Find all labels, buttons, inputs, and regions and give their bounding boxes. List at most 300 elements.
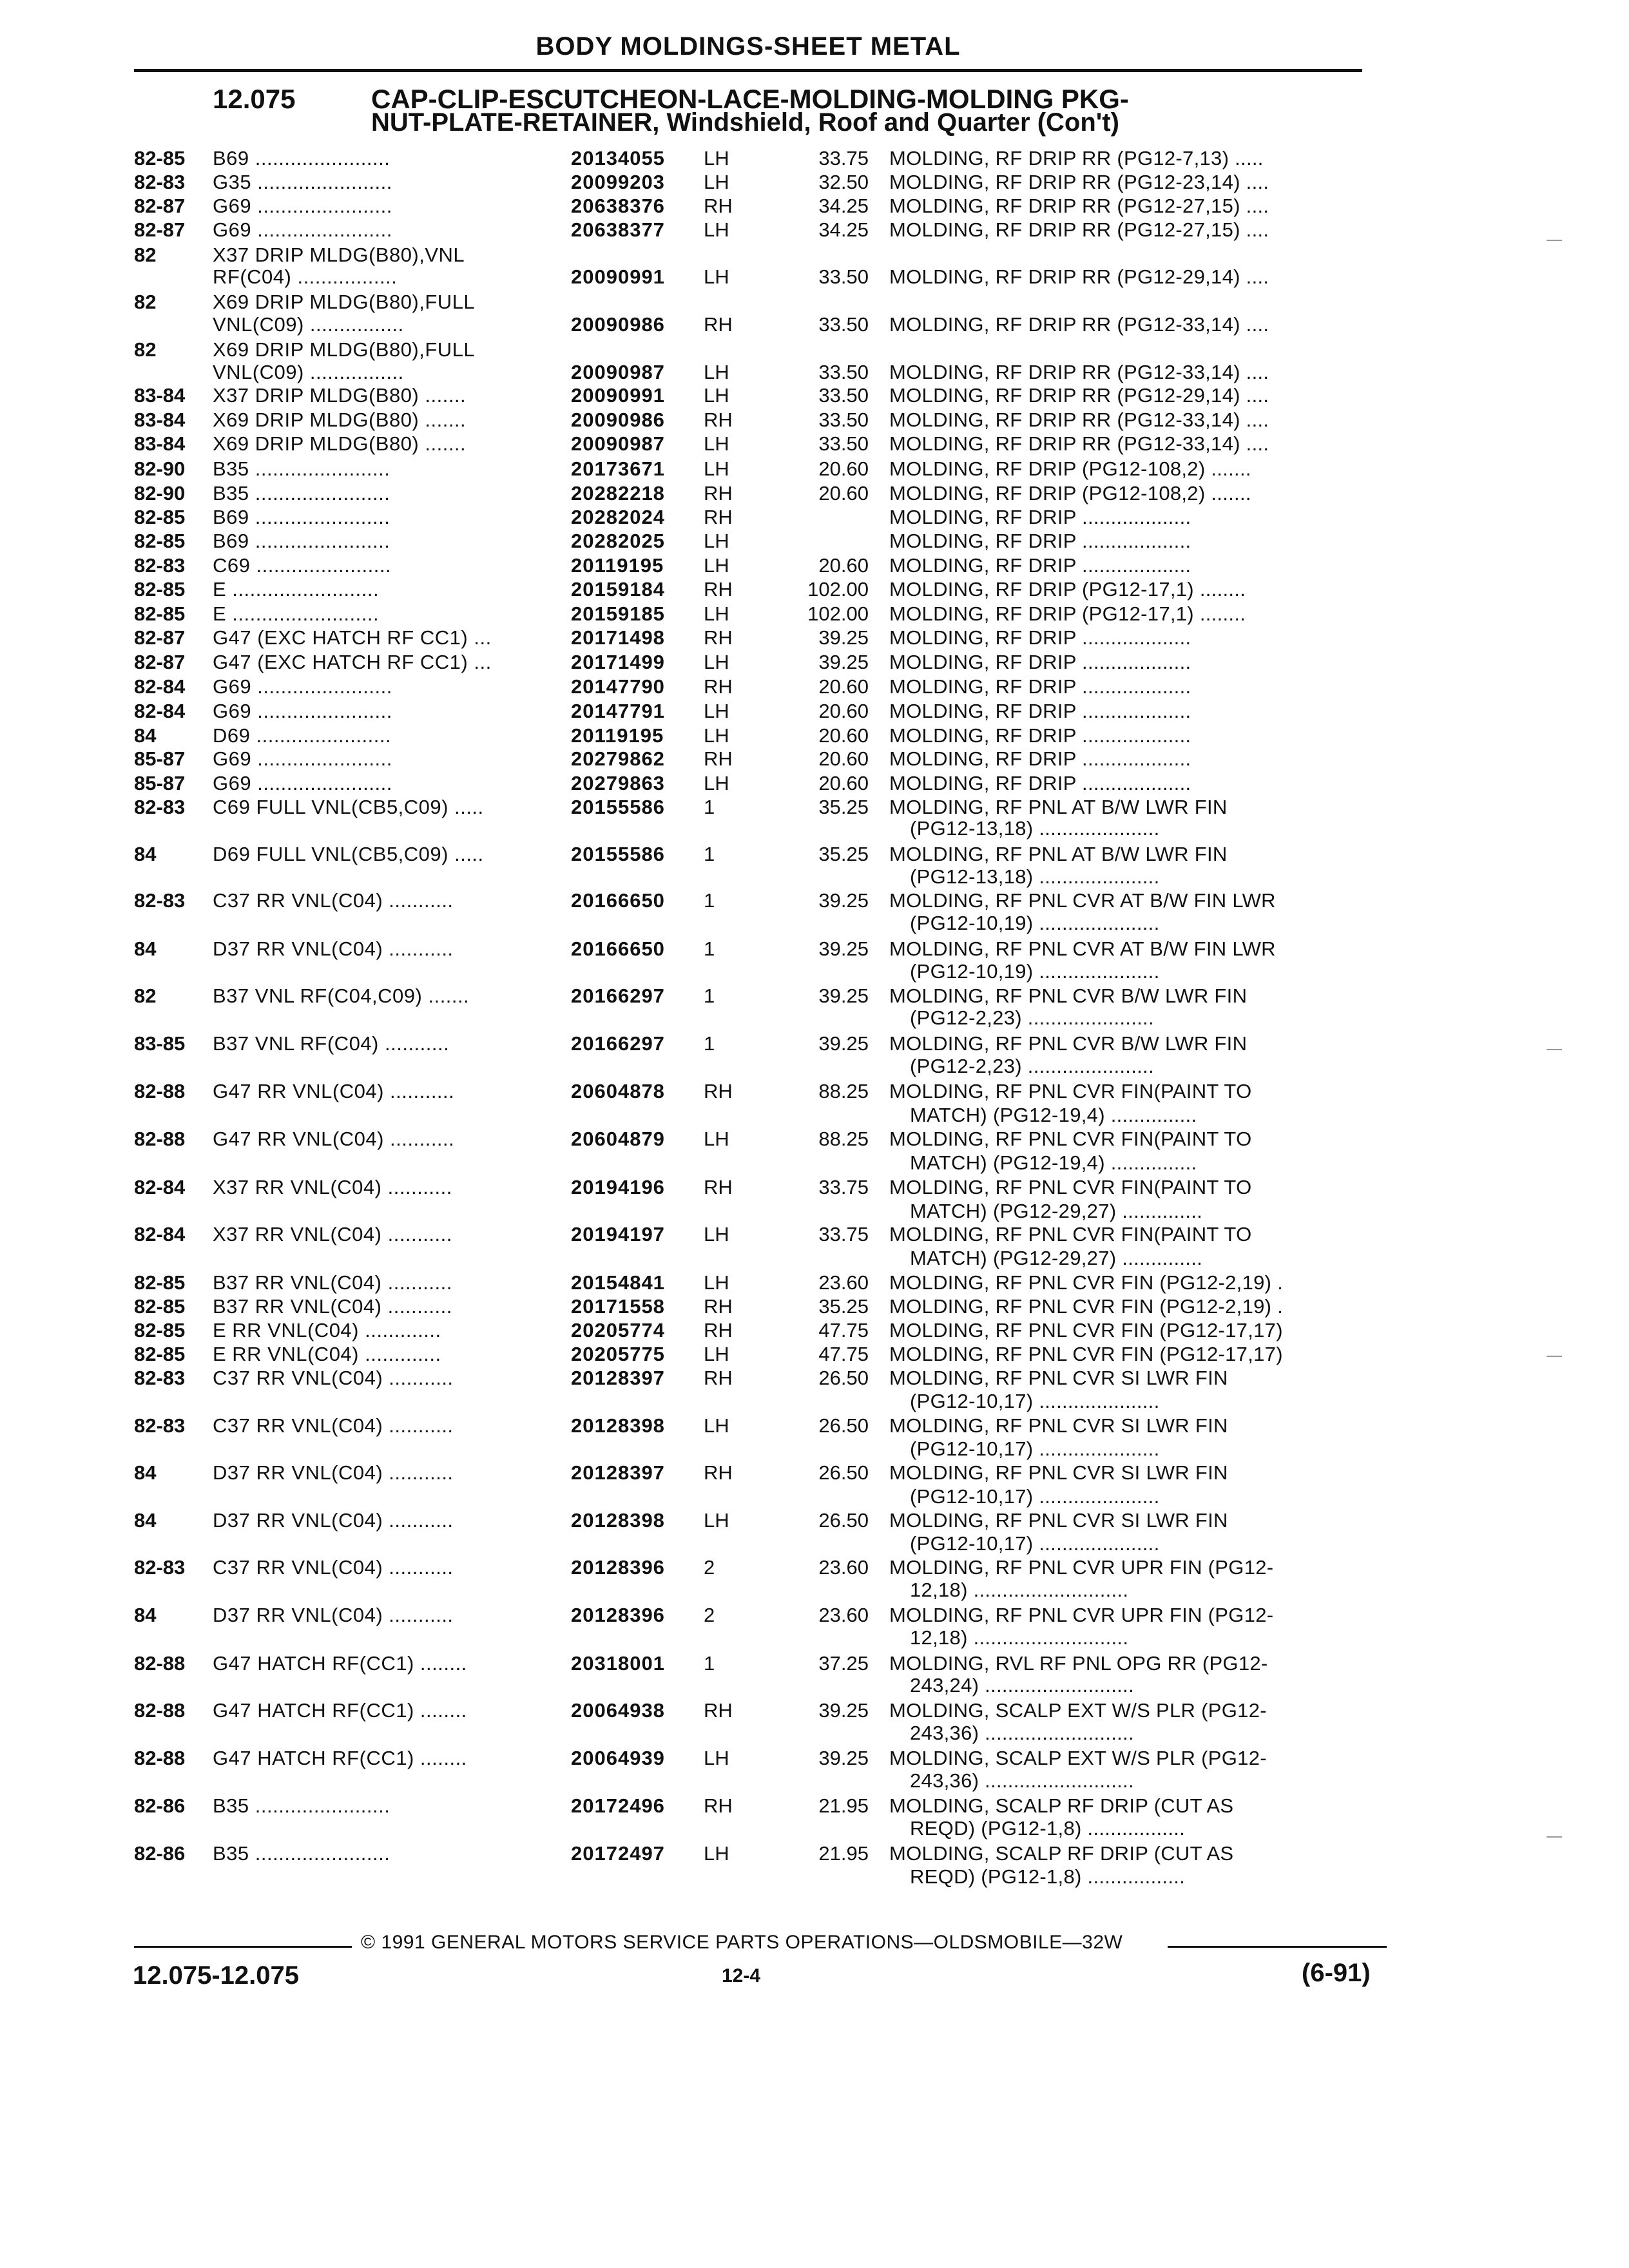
part-name-cell: 243,24) .......................... (910, 1674, 1134, 1696)
price-cell: 20.60 (818, 675, 869, 698)
side-cell: 1 (704, 937, 715, 960)
side-cell: RH (704, 482, 733, 505)
part-name-cell: MOLDING, RF PNL CVR UPR FIN (PG12- (889, 1556, 1274, 1579)
year-cell: 84 (134, 1604, 157, 1626)
price-cell: 33.50 (818, 265, 869, 288)
description-cell: B35 ....................... (213, 457, 390, 480)
description-cell: E RR VNL(C04) ............. (213, 1319, 441, 1341)
description-cell: B35 ....................... (213, 1842, 390, 1865)
part-number-cell: 20099203 (571, 171, 665, 193)
part-number-cell: 20128397 (571, 1461, 665, 1484)
price-cell: 23.60 (818, 1271, 869, 1294)
part-number-cell: 20090991 (571, 384, 665, 407)
part-name-cell: 243,36) .......................... (910, 1722, 1134, 1744)
side-cell: LH (704, 1343, 729, 1365)
part-name-cell: MOLDING, RF DRIP RR (PG12-23,14) .... (889, 171, 1269, 193)
part-number-cell: 20090987 (571, 361, 665, 383)
part-name-cell: MOLDING, RF DRIP ................... (889, 772, 1191, 794)
description-cell: C69 FULL VNL(CB5,C09) ..... (213, 796, 484, 818)
section-title-line-1: CAP-CLIP-ESCUTCHEON-LACE-MOLDING-MOLDING PKG- (371, 84, 1129, 114)
description-cell: VNL(C09) ................ (213, 361, 404, 383)
description-cell: B69 ....................... (213, 506, 390, 528)
part-number-cell: 20282025 (571, 530, 665, 552)
description-cell: X37 RR VNL(C04) ........... (213, 1223, 452, 1245)
side-cell: 1 (704, 1032, 715, 1055)
year-cell: 82-87 (134, 651, 186, 673)
price-cell: 102.00 (807, 578, 869, 601)
year-cell: 82 (134, 291, 157, 313)
part-number-cell: 20604878 (571, 1080, 665, 1102)
description-cell: E ......................... (213, 602, 380, 625)
price-cell: 32.50 (818, 171, 869, 193)
year-cell: 82-88 (134, 1128, 186, 1150)
part-name-cell: MOLDING, RF DRIP RR (PG12-7,13) ..... (889, 147, 1264, 169)
year-cell: 82 (134, 244, 157, 266)
year-cell: 84 (134, 1461, 157, 1484)
footer-rule-left (134, 1946, 352, 1948)
year-cell: 82 (134, 338, 157, 361)
description-cell: G47 (EXC HATCH RF CC1) ... (213, 626, 492, 649)
price-cell: 39.25 (818, 1699, 869, 1722)
part-number-cell: 20128398 (571, 1509, 665, 1532)
side-cell: LH (704, 218, 729, 241)
description-cell: C69 ....................... (213, 554, 392, 577)
part-name-cell: MOLDING, RF DRIP (PG12-108,2) ....... (889, 482, 1251, 505)
year-cell: 82-87 (134, 218, 186, 241)
description-cell: B37 RR VNL(C04) ........... (213, 1295, 452, 1318)
part-name-cell: (PG12-2,23) ...................... (910, 1055, 1154, 1077)
price-cell: 39.25 (818, 1032, 869, 1055)
price-cell: 23.60 (818, 1556, 869, 1579)
side-cell: LH (704, 384, 729, 407)
side-cell: RH (704, 1295, 733, 1318)
part-name-cell: MOLDING, RF DRIP ................... (889, 675, 1191, 698)
side-cell: LH (704, 554, 729, 577)
description-cell: B69 ....................... (213, 147, 390, 169)
year-cell: 82-90 (134, 457, 186, 480)
side-cell: 1 (704, 843, 715, 865)
description-cell: X69 DRIP MLDG(B80),FULL (213, 291, 476, 313)
part-number-cell: 20090991 (571, 265, 665, 288)
part-number-cell: 20604879 (571, 1128, 665, 1150)
part-number-cell: 20128398 (571, 1414, 665, 1437)
side-cell: LH (704, 361, 729, 383)
part-name-cell: (PG12-10,17) ..................... (910, 1390, 1160, 1412)
part-number-cell: 20166297 (571, 985, 665, 1007)
year-cell: 82-87 (134, 626, 186, 649)
part-name-cell: MOLDING, RF PNL CVR FIN (PG12-17,17) (889, 1319, 1283, 1341)
side-cell: LH (704, 724, 729, 747)
year-cell: 82-85 (134, 147, 186, 169)
year-cell: 82-90 (134, 482, 186, 505)
description-cell: G69 ....................... (213, 700, 392, 722)
side-cell: LH (704, 700, 729, 722)
description-cell: G69 ....................... (213, 195, 392, 217)
price-cell: 39.25 (818, 651, 869, 673)
part-name-cell: MOLDING, RF PNL CVR FIN(PAINT TO (889, 1080, 1252, 1102)
part-name-cell: MOLDING, RF DRIP ................... (889, 626, 1191, 649)
side-cell: LH (704, 1509, 729, 1532)
description-cell: C37 RR VNL(C04) ........... (213, 889, 454, 912)
part-name-cell: MOLDING, RF DRIP (PG12-17,1) ........ (889, 602, 1246, 625)
description-cell: RF(C04) ................. (213, 265, 398, 288)
year-cell: 82 (134, 985, 157, 1007)
price-cell: 33.50 (818, 432, 869, 455)
part-name-cell: MOLDING, RF PNL CVR SI LWR FIN (889, 1509, 1228, 1532)
part-name-cell: MOLDING, RF PNL CVR B/W LWR FIN (889, 985, 1248, 1007)
price-cell: 20.60 (818, 554, 869, 577)
margin-mark (1547, 1049, 1562, 1050)
price-cell: 20.60 (818, 724, 869, 747)
price-cell: 33.50 (818, 313, 869, 336)
side-cell: 1 (704, 889, 715, 912)
year-cell: 84 (134, 724, 157, 747)
side-cell: LH (704, 1747, 729, 1769)
description-cell: G47 RR VNL(C04) ........... (213, 1080, 455, 1102)
description-cell: B35 ....................... (213, 482, 390, 505)
year-cell: 85-87 (134, 772, 186, 794)
part-number-cell: 20134055 (571, 147, 665, 169)
part-name-cell: MATCH) (PG12-29,27) .............. (910, 1247, 1203, 1269)
price-cell: 47.75 (818, 1343, 869, 1365)
year-cell: 82-88 (134, 1699, 186, 1722)
description-cell: B37 VNL RF(C04,C09) ....... (213, 985, 470, 1007)
part-number-cell: 20194197 (571, 1223, 665, 1245)
price-cell: 20.60 (818, 772, 869, 794)
part-name-cell: MOLDING, RF DRIP RR (PG12-33,14) .... (889, 313, 1269, 336)
price-cell: 47.75 (818, 1319, 869, 1341)
price-cell: 23.60 (818, 1604, 869, 1626)
price-cell: 33.50 (818, 361, 869, 383)
side-cell: LH (704, 147, 729, 169)
part-name-cell: MOLDING, RF PNL CVR SI LWR FIN (889, 1461, 1228, 1484)
year-cell: 82-83 (134, 1556, 186, 1579)
description-cell: D69 ....................... (213, 724, 392, 747)
part-name-cell: MOLDING, RF PNL CVR SI LWR FIN (889, 1367, 1228, 1389)
page-title: BODY MOLDINGS-SHEET METAL (535, 32, 961, 61)
side-cell: 2 (704, 1556, 715, 1579)
part-name-cell: (PG12-10,19) ..................... (910, 960, 1160, 983)
part-number-cell: 20119195 (571, 554, 664, 577)
price-cell: 21.95 (818, 1842, 869, 1865)
part-name-cell: MOLDING, RF DRIP RR (PG12-27,15) .... (889, 195, 1269, 217)
revision-date: (6-91) (1302, 1959, 1371, 1987)
description-cell: X69 DRIP MLDG(B80) ....... (213, 408, 467, 431)
part-number-cell: 20318001 (571, 1652, 665, 1675)
description-cell: B37 RR VNL(C04) ........... (213, 1271, 452, 1294)
side-cell: 1 (704, 1652, 715, 1675)
part-number-cell: 20119195 (571, 724, 664, 747)
price-cell: 20.60 (818, 482, 869, 505)
section-title-line-2: NUT-PLATE-RETAINER, Windshield, Roof and Quarter (Con't) (371, 108, 1119, 137)
part-number-cell: 20172497 (571, 1842, 665, 1865)
side-cell: 2 (704, 1604, 715, 1626)
part-number-cell: 20159184 (571, 578, 665, 601)
copyright-line: © 1991 GENERAL MOTORS SERVICE PARTS OPERATIONS—OLDSMOBILE—32W (361, 1932, 1123, 1953)
price-cell: 26.50 (818, 1414, 869, 1437)
part-name-cell: MOLDING, SCALP EXT W/S PLR (PG12- (889, 1699, 1267, 1722)
price-cell: 39.25 (818, 626, 869, 649)
part-number-cell: 20090987 (571, 432, 665, 455)
part-number-cell: 20638377 (571, 218, 665, 241)
year-cell: 83-84 (134, 432, 186, 455)
part-name-cell: MATCH) (PG12-19,4) ............... (910, 1151, 1197, 1174)
description-cell: VNL(C09) ................ (213, 313, 404, 336)
description-cell: G69 ....................... (213, 772, 392, 794)
part-name-cell: MOLDING, RF PNL CVR AT B/W FIN LWR (889, 937, 1276, 960)
part-name-cell: MOLDING, SCALP RF DRIP (CUT AS (889, 1842, 1234, 1865)
price-cell: 20.60 (818, 700, 869, 722)
side-cell: 1 (704, 796, 715, 818)
year-cell: 82-83 (134, 171, 186, 193)
part-name-cell: MOLDING, RF DRIP RR (PG12-33,14) .... (889, 408, 1269, 431)
side-cell: RH (704, 578, 733, 601)
description-cell: B35 ....................... (213, 1794, 390, 1817)
price-cell: 26.50 (818, 1367, 869, 1389)
part-number-cell: 20282024 (571, 506, 665, 528)
part-number-cell: 20166650 (571, 937, 665, 960)
part-number-cell: 20128396 (571, 1604, 665, 1626)
side-cell: LH (704, 1842, 729, 1865)
side-cell: LH (704, 1271, 729, 1294)
price-cell: 33.75 (818, 1176, 869, 1198)
side-cell: RH (704, 675, 733, 698)
side-cell: RH (704, 313, 733, 336)
part-number-cell: 20171498 (571, 626, 665, 649)
year-cell: 82-84 (134, 1176, 186, 1198)
side-cell: RH (704, 747, 733, 770)
part-number-cell: 20279863 (571, 772, 665, 794)
year-cell: 85-87 (134, 747, 186, 770)
part-name-cell: REQD) (PG12-1,8) ................. (910, 1865, 1186, 1888)
description-cell: B69 ....................... (213, 530, 390, 552)
part-name-cell: MOLDING, RF PNL CVR FIN(PAINT TO (889, 1223, 1252, 1245)
year-cell: 82-86 (134, 1842, 186, 1865)
part-name-cell: MOLDING, RF PNL CVR B/W LWR FIN (889, 1032, 1248, 1055)
part-name-cell: MOLDING, RF DRIP ................... (889, 506, 1191, 528)
price-cell: 102.00 (807, 602, 869, 625)
part-name-cell: MOLDING, RF PNL CVR FIN (PG12-2,19) . (889, 1271, 1284, 1294)
price-cell: 26.50 (818, 1509, 869, 1532)
section-range-code: 12.075-12.075 (133, 1961, 300, 1990)
description-cell: X37 DRIP MLDG(B80),VNL (213, 244, 465, 266)
side-cell: LH (704, 1223, 729, 1245)
part-name-cell: (PG12-10,17) ..................... (910, 1532, 1160, 1555)
description-cell: X69 DRIP MLDG(B80) ....... (213, 432, 467, 455)
year-cell: 82-88 (134, 1652, 186, 1675)
year-cell: 82-85 (134, 578, 186, 601)
price-cell: 39.25 (818, 937, 869, 960)
price-cell: 35.25 (818, 843, 869, 865)
part-number-cell: 20147791 (571, 700, 665, 722)
side-cell: RH (704, 1461, 733, 1484)
part-name-cell: MOLDING, RF PNL CVR AT B/W FIN LWR (889, 889, 1276, 912)
side-cell: RH (704, 408, 733, 431)
year-cell: 83-84 (134, 408, 186, 431)
price-cell: 33.75 (818, 147, 869, 169)
part-name-cell: MOLDING, RF PNL AT B/W LWR FIN (889, 843, 1228, 865)
part-name-cell: MOLDING, RF DRIP (PG12-17,1) ........ (889, 578, 1246, 601)
part-number-cell: 20155586 (571, 843, 665, 865)
year-cell: 82-84 (134, 675, 186, 698)
year-cell: 82-85 (134, 506, 186, 528)
part-name-cell: (PG12-10,17) ..................... (910, 1485, 1160, 1508)
part-name-cell: MOLDING, RF PNL CVR FIN(PAINT TO (889, 1176, 1252, 1198)
year-cell: 82-86 (134, 1794, 186, 1817)
part-name-cell: MOLDING, RF DRIP ................... (889, 554, 1191, 577)
description-cell: D37 RR VNL(C04) ........... (213, 1461, 454, 1484)
side-cell: LH (704, 171, 729, 193)
description-cell: G69 ....................... (213, 747, 392, 770)
price-cell: 39.25 (818, 1747, 869, 1769)
part-name-cell: MOLDING, RF PNL AT B/W LWR FIN (889, 796, 1228, 818)
part-number-cell: 20194196 (571, 1176, 665, 1198)
description-cell: E RR VNL(C04) ............. (213, 1343, 441, 1365)
side-cell: LH (704, 265, 729, 288)
price-cell: 39.25 (818, 889, 869, 912)
footer-rule-right (1168, 1946, 1387, 1948)
part-name-cell: MOLDING, RF DRIP ................... (889, 724, 1191, 747)
description-cell: E ......................... (213, 578, 380, 601)
part-name-cell: REQD) (PG12-1,8) ................. (910, 1817, 1186, 1840)
part-number-cell: 20128397 (571, 1367, 665, 1389)
year-cell: 82-87 (134, 195, 186, 217)
part-name-cell: MOLDING, RF DRIP ................... (889, 651, 1191, 673)
description-cell: X37 DRIP MLDG(B80) ....... (213, 384, 467, 407)
part-number-cell: 20166297 (571, 1032, 665, 1055)
price-cell: 21.95 (818, 1794, 869, 1817)
year-cell: 83-84 (134, 384, 186, 407)
part-name-cell: 243,36) .......................... (910, 1769, 1134, 1792)
price-cell: 34.25 (818, 195, 869, 217)
part-name-cell: MOLDING, RF PNL CVR FIN (PG12-2,19) . (889, 1295, 1284, 1318)
part-name-cell: (PG12-10,19) ..................... (910, 912, 1160, 934)
price-cell: 33.50 (818, 384, 869, 407)
part-number-cell: 20090986 (571, 313, 665, 336)
description-cell: C37 RR VNL(C04) ........... (213, 1556, 454, 1579)
part-number-cell: 20147790 (571, 675, 665, 698)
side-cell: RH (704, 1794, 733, 1817)
description-cell: G47 RR VNL(C04) ........... (213, 1128, 455, 1150)
side-cell: 1 (704, 985, 715, 1007)
part-name-cell: MOLDING, RF PNL CVR UPR FIN (PG12- (889, 1604, 1274, 1626)
side-cell: LH (704, 1414, 729, 1437)
year-cell: 84 (134, 1509, 157, 1532)
part-name-cell: MATCH) (PG12-19,4) ............... (910, 1104, 1197, 1126)
side-cell: LH (704, 651, 729, 673)
description-cell: G47 HATCH RF(CC1) ........ (213, 1652, 467, 1675)
price-cell: 33.75 (818, 1223, 869, 1245)
side-cell: LH (704, 432, 729, 455)
year-cell: 82-85 (134, 602, 186, 625)
part-name-cell: MOLDING, RVL RF PNL OPG RR (PG12- (889, 1652, 1268, 1675)
part-name-cell: (PG12-13,18) ..................... (910, 865, 1160, 888)
year-cell: 82-84 (134, 700, 186, 722)
page-number: 12-4 (722, 1965, 761, 1986)
part-name-cell: MOLDING, RF DRIP RR (PG12-27,15) .... (889, 218, 1269, 241)
description-cell: D37 RR VNL(C04) ........... (213, 1509, 454, 1532)
year-cell: 84 (134, 937, 157, 960)
side-cell: RH (704, 1319, 733, 1341)
year-cell: 82-85 (134, 530, 186, 552)
description-cell: D37 RR VNL(C04) ........... (213, 1604, 454, 1626)
description-cell: X37 RR VNL(C04) ........... (213, 1176, 452, 1198)
description-cell: G47 HATCH RF(CC1) ........ (213, 1747, 467, 1769)
part-name-cell: MOLDING, SCALP RF DRIP (CUT AS (889, 1794, 1234, 1817)
part-name-cell: (PG12-2,23) ...................... (910, 1006, 1154, 1029)
part-number-cell: 20154841 (571, 1271, 665, 1294)
year-cell: 83-85 (134, 1032, 186, 1055)
part-number-cell: 20205774 (571, 1319, 665, 1341)
year-cell: 82-83 (134, 1414, 186, 1437)
price-cell: 37.25 (818, 1652, 869, 1675)
part-number-cell: 20172496 (571, 1794, 665, 1817)
side-cell: LH (704, 602, 729, 625)
year-cell: 84 (134, 843, 157, 865)
part-number-cell: 20064939 (571, 1747, 665, 1769)
section-number: 12.075 (213, 84, 296, 114)
description-cell: G47 HATCH RF(CC1) ........ (213, 1699, 467, 1722)
year-cell: 82-85 (134, 1271, 186, 1294)
price-cell: 88.25 (818, 1128, 869, 1150)
year-cell: 82-85 (134, 1295, 186, 1318)
description-cell: D69 FULL VNL(CB5,C09) ..... (213, 843, 484, 865)
side-cell: LH (704, 1128, 729, 1150)
part-number-cell: 20155586 (571, 796, 665, 818)
part-number-cell: 20128396 (571, 1556, 665, 1579)
side-cell: RH (704, 506, 733, 528)
year-cell: 82-83 (134, 796, 186, 818)
part-number-cell: 20090986 (571, 408, 665, 431)
part-name-cell: MOLDING, RF DRIP RR (PG12-33,14) .... (889, 432, 1269, 455)
price-cell: 34.25 (818, 218, 869, 241)
price-cell: 39.25 (818, 985, 869, 1007)
part-name-cell: MOLDING, RF DRIP RR (PG12-29,14) .... (889, 265, 1269, 288)
part-name-cell: MOLDING, RF DRIP ................... (889, 747, 1191, 770)
description-cell: C37 RR VNL(C04) ........... (213, 1367, 454, 1389)
description-cell: G35 ....................... (213, 171, 392, 193)
part-name-cell: 12,18) ........................... (910, 1579, 1129, 1601)
price-cell: 35.25 (818, 1295, 869, 1318)
side-cell: RH (704, 1699, 733, 1722)
part-number-cell: 20171558 (571, 1295, 665, 1318)
part-number-cell: 20282218 (571, 482, 665, 505)
description-cell: G69 ....................... (213, 218, 392, 241)
side-cell: RH (704, 195, 733, 217)
year-cell: 82-84 (134, 1223, 186, 1245)
part-name-cell: (PG12-10,17) ..................... (910, 1437, 1160, 1460)
part-number-cell: 20638376 (571, 195, 665, 217)
price-cell: 20.60 (818, 747, 869, 770)
part-name-cell: 12,18) ........................... (910, 1626, 1129, 1649)
part-number-cell: 20279862 (571, 747, 665, 770)
year-cell: 82-83 (134, 1367, 186, 1389)
price-cell: 33.50 (818, 408, 869, 431)
part-name-cell: MOLDING, RF DRIP ................... (889, 700, 1191, 722)
part-name-cell: MOLDING, RF PNL CVR FIN(PAINT TO (889, 1128, 1252, 1150)
part-number-cell: 20171499 (571, 651, 665, 673)
side-cell: RH (704, 626, 733, 649)
part-name-cell: MOLDING, RF DRIP RR (PG12-29,14) .... (889, 384, 1269, 407)
part-name-cell: MOLDING, RF DRIP RR (PG12-33,14) .... (889, 361, 1269, 383)
part-number-cell: 20166650 (571, 889, 665, 912)
year-cell: 82-85 (134, 1343, 186, 1365)
year-cell: 82-85 (134, 1319, 186, 1341)
price-cell: 88.25 (818, 1080, 869, 1102)
price-cell: 20.60 (818, 457, 869, 480)
price-cell: 26.50 (818, 1461, 869, 1484)
side-cell: RH (704, 1080, 733, 1102)
